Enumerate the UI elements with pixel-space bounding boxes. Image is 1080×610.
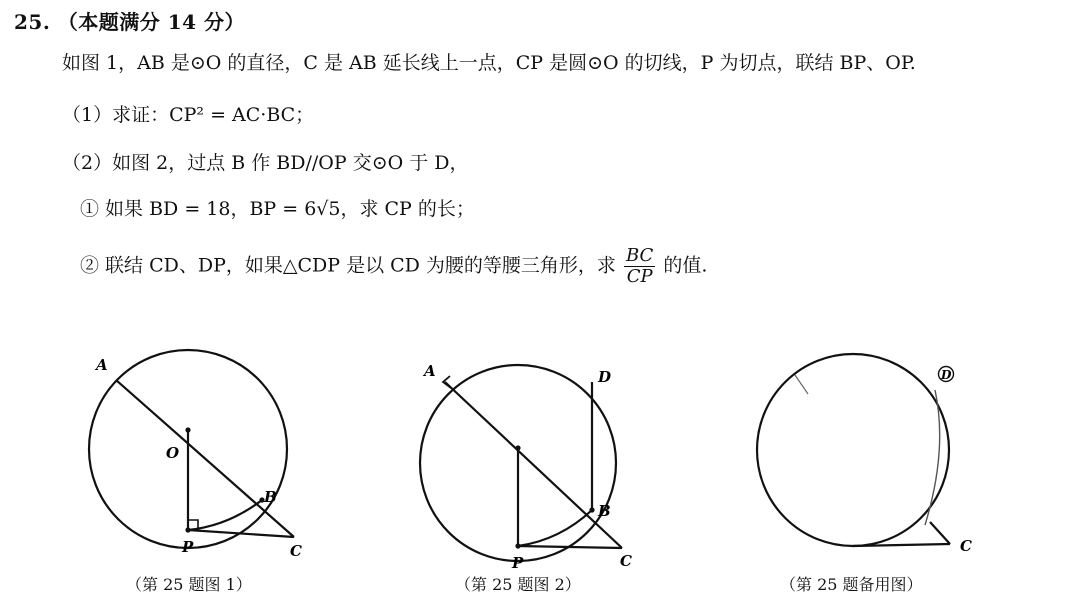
problem-intro: 如图 1，AB 是⊙O 的直径，C 是 AB 延长线上一点，CP 是圆⊙O 的切线，P 为切点，联结 BP、OP. — [62, 52, 916, 74]
sub-question-2-end: 的值. — [663, 254, 708, 277]
fig2-label-P: P — [512, 554, 524, 572]
caption-figure-1: （第 25 题图 1） — [126, 575, 252, 594]
figure-3 — [757, 354, 950, 546]
fig2-label-A: A — [424, 362, 436, 380]
geometry-figures — [0, 330, 1080, 610]
fig2-line-PC — [518, 546, 622, 548]
fig2-label-D: D — [598, 368, 612, 386]
sub-question-2 — [80, 246, 707, 287]
problem-heading: 25. （本题满分 14 分） — [14, 10, 246, 34]
fig2-arrow-A — [443, 376, 451, 388]
fig1-label-A: A — [96, 356, 108, 374]
fig2-label-B: B — [598, 502, 611, 520]
fig2-line-PB — [518, 510, 592, 546]
fig1-line-PC — [188, 530, 294, 537]
fig3-trace-2 — [795, 375, 808, 394]
fig1-label-O: O — [166, 444, 180, 462]
figure-2 — [420, 365, 622, 561]
part-1: （1）求证：CP² = AC·BC； — [62, 104, 315, 126]
fig1-label-P: P — [182, 538, 194, 556]
fraction-denominator: CP — [626, 265, 653, 287]
fig2-line-AC — [445, 382, 622, 548]
figures-area — [0, 330, 1080, 610]
fig1-label-B: B — [264, 488, 277, 506]
fig3-line-short — [930, 522, 950, 544]
fig1-label-C: C — [290, 542, 302, 560]
fraction-numerator: BC — [625, 245, 654, 266]
fig2-label-C: C — [620, 552, 632, 570]
caption-figure-2: （第 25 题图 2） — [455, 575, 581, 594]
part-2: （2）如图 2，过点 B 作 BD//OP 交⊙O 于 D， — [62, 152, 469, 174]
fig3-circle — [757, 354, 949, 546]
point-dots — [185, 427, 594, 548]
figure-1 — [89, 350, 294, 548]
caption-figure-3: （第 25 题备用图） — [780, 575, 923, 594]
fig3-label-D: D — [941, 368, 952, 382]
sub-question-1: ① 如果 BD = 18，BP = 6√5，求 CP 的长； — [80, 198, 475, 220]
ratio-fraction — [624, 246, 655, 287]
sub-question-2-text: ② 联结 CD、DP，如果△CDP 是以 CD 为腰的等腰三角形，求 — [80, 254, 616, 277]
fig1-line-AC — [116, 380, 294, 537]
fig3-label-C: C — [960, 537, 972, 555]
